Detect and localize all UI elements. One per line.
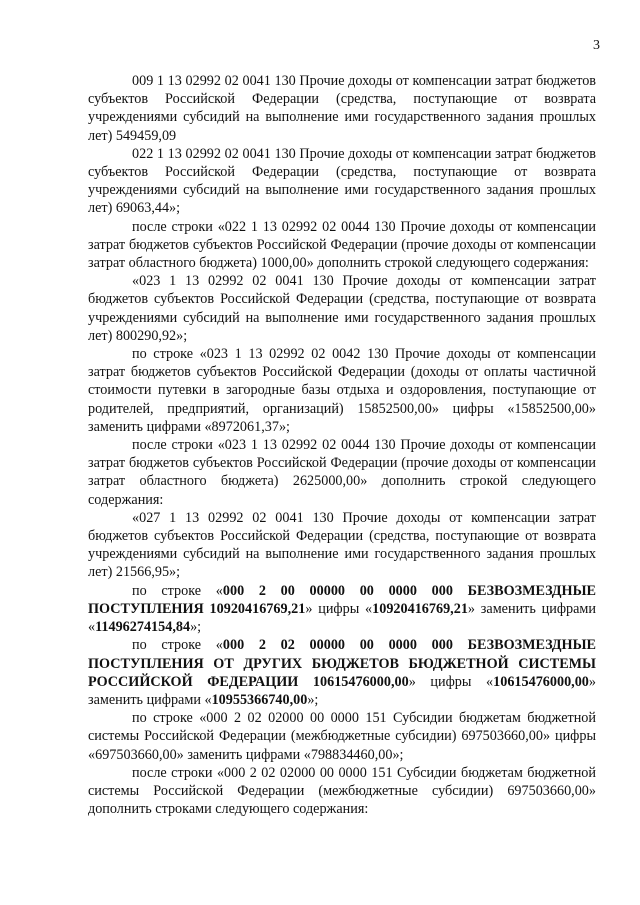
paragraph-9: [88, 636, 596, 709]
text-run: после строки «022 1 13 02992 02 0044 130 Прочие доходы от компенсации затрат бюджетов субъектов Российской Федерации (прочие доходы от компенсации затрат областного бюджета) 1000,00» дополнить строкой следующего содержания:: [88, 218, 596, 272]
text-run: по строке «000 2 02 02000 00 0000 151 Субсидии бюджетам бюджетной системы Российской Федерации (межбюджетные субсидии) 697503660,00» цифры «697503660,00» заменить цифрами «798834460,00»;: [88, 710, 596, 763]
bold-text-run: 10920416769,21: [372, 600, 468, 617]
text-run: » заменить цифрами «: [88, 673, 596, 708]
text-run: 022 1 13 02992 02 0041 130 Прочие доходы от компенсации затрат бюджетов субъектов Российской Федерации (средства, поступающие от возврата учреждениями субсидий на выполнение ими государственного задания прошлых лет) 69063,44»;: [88, 145, 596, 217]
bold-text-run: 000 2 02 00000 00 0000 000 БЕЗВОЗМЕЗДНЫЕ ПОСТУПЛЕНИЯ ОТ ДРУГИХ БЮДЖЕТОВ БЮДЖЕТНОЙ СИСТЕМЫ РОССИЙСКОЙ ФЕДЕРАЦИИ 10615476000,00: [88, 637, 596, 690]
text-run: »;: [307, 691, 319, 708]
page-number: 3: [593, 38, 600, 53]
paragraph-8: [88, 582, 596, 637]
bold-text-run: 000 2 00 00000 00 0000 000 БЕЗВОЗМЕЗДНЫЕ ПОСТУПЛЕНИЯ 10920416769,21: [88, 582, 596, 617]
text-run: по строке «023 1 13 02992 02 0042 130 Прочие доходы от компенсации затрат бюджетов субъектов Российской Федерации (доходы от оплаты частичной стоимости путевки в загородные базы отдыха и оздоровления, поступающие от родителей, предприятий, организаций) 15852500,00» цифры «15852500,00» заменить цифрами «8972061,37»;: [88, 346, 596, 435]
text-run: » цифры «: [305, 600, 373, 617]
text-run: 009 1 13 02992 02 0041 130 Прочие доходы от компенсации затрат бюджетов субъектов Российской Федерации (средства, поступающие от возврата учреждениями субсидий на выполнение ими государственного задания прошлых лет) 549459,09: [88, 73, 596, 144]
bold-text-run: 11496274154,84: [95, 619, 191, 636]
text-run: » цифры «: [408, 673, 494, 690]
paragraph-7: [88, 509, 596, 582]
paragraph-6: [88, 436, 596, 509]
text-run: «023 1 13 02992 02 0041 130 Прочие доходы от компенсации затрат бюджетов субъектов Российской Федерации (средства, поступающие от возврата учреждениями субсидий на выполнение ими государственного задания прошлых лет) 800290,92»;: [88, 273, 596, 344]
text-run: по строке «: [132, 637, 223, 654]
text-run: » заменить цифрами «: [88, 600, 596, 636]
text-run: после строки «000 2 02 02000 00 0000 151 Субсидии бюджетам бюджетной системы Российской Федерации (межбюджетные субсидии) 697503660,00» дополнить строками следующего содержания:: [88, 764, 596, 818]
text-run: »;: [190, 619, 202, 636]
paragraph-11: [88, 764, 596, 819]
paragraph-2: [88, 145, 596, 218]
document-body: [88, 72, 596, 818]
paragraph-1: [88, 72, 596, 145]
text-run: после строки «023 1 13 02992 02 0044 130 Прочие доходы от компенсации затрат бюджетов субъектов Российской Федерации (прочие доходы от компенсации затрат областного бюджета) 2625000,00» дополнить строкой следующего содержания:: [88, 437, 596, 508]
bold-text-run: 10955366740,00: [211, 691, 308, 708]
paragraph-10: [88, 709, 596, 764]
text-run: «027 1 13 02992 02 0041 130 Прочие доходы от компенсации затрат бюджетов субъектов Российской Федерации (средства, поступающие от возврата учреждениями субсидий на выполнение ими государственного задания прошлых лет) 21566,95»;: [88, 509, 596, 581]
bold-text-run: 10615476000,00: [493, 673, 589, 690]
text-run: по строке «: [132, 582, 223, 599]
paragraph-3: [88, 218, 596, 273]
paragraph-4: [88, 272, 596, 345]
paragraph-5: [88, 345, 596, 436]
